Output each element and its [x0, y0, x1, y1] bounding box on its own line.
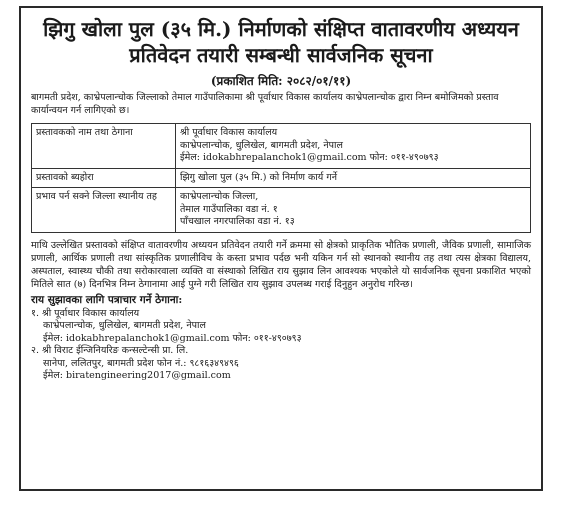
contact-name: २. श्री विराट ईन्जिनियरिङ कन्सल्टेन्सी प्रा. लि.	[31, 345, 189, 356]
value-line: काभ्रेपलान्चोक, धुलिखेल, बागमती प्रदेश, नेपाल	[180, 139, 343, 151]
public-notice	[19, 6, 543, 491]
contact-email: ईमेल: biratengineering2017@gmail.com	[43, 370, 231, 381]
contact-address: काभ्रेपलान्चोक, धुलिखेल, बागमती प्रदेश, नेपाल	[43, 320, 206, 331]
contact-email-phone: ईमेल: idokabhrepalanchok1@gmail.com फोन: ०११-४९०७९३	[43, 332, 302, 344]
value-line: ईमेल: idokabhrepalanchok1@gmail.com फोन: ०११-४९०७९३	[180, 152, 439, 163]
notice-title	[31, 16, 531, 68]
row-value	[176, 168, 531, 188]
contacts-heading: राय सुझावका लागि पत्राचार गर्ने ठेगाना:	[31, 293, 183, 306]
row-value	[176, 124, 531, 169]
row-value	[176, 188, 531, 233]
title-line-2: प्रतिवेदन तयारी सम्बन्धी सार्वजनिक सूचना	[129, 43, 433, 67]
contact-block	[31, 345, 531, 383]
value-line: तेमाल गाउँपालिका वडा नं. १	[180, 203, 278, 215]
value-line: श्री पूर्वाधार विकास कार्यालय	[180, 127, 278, 138]
proposal-info-table	[31, 123, 531, 233]
contact-block	[31, 308, 531, 346]
value-line: पाँचखाल नगरपालिका वडा नं. १३	[180, 216, 295, 227]
table-row	[32, 168, 531, 188]
table-row	[32, 188, 531, 233]
intro-paragraph: बागमती प्रदेश, काभ्रेपलान्चोक जिल्लाको तेमाल गाउँपालिकामा श्री पूर्वाधार विकास कार्यालय काभ्रेपलान्चोक द्वारा निम्न बमोजिमको प्रस्ताव कार्यान्वयन गर्न लागिएको छ।	[31, 92, 499, 116]
value-line: झिगु खोला पुल (३५ मि.) को निर्माण कार्य गर्ने	[180, 171, 337, 183]
published-date: (प्रकाशित मिति: २०८२/०१/११)	[210, 74, 352, 88]
row-key: प्रभाव पर्न सक्ने जिल्ला स्थानीय तह	[32, 188, 176, 233]
title-line-1: झिगु खोला पुल (३५ मि.) निर्माणको संक्षिप्त वातावरणीय अध्ययन	[43, 17, 519, 41]
value-line: काभ्रेपलान्चोक जिल्ला,	[180, 191, 259, 202]
contact-name: १. श्री पूर्वाधार विकास कार्यालय	[31, 307, 140, 319]
contact-address: सानेपा, ललितपुर, बागमती प्रदेश फोन नं.: ९८१६३४९४९६	[43, 357, 239, 369]
body-paragraph: माथि उल्लेखित प्रस्तावको संक्षिप्त वातावरणीय अध्ययन प्रतिवेदन तयारी गर्ने क्रममा सो क्षेत्रको प्राकृतिक भौतिक प्रणाली, जैविक प्रणाली, सामाजिक प्रणाली, आर्थिक प्रणाली तथा सांस्कृतिक प्रणालीविच के कस्ता प्रभाव पर्दछ भनी यकिन गर्न सो स्थानको स्थानीय तह तथा त्यस क्षेत्रका विद्यालय, अस्पताल, स्वास्थ्य चौकी तथा सरोकारवाला व्यक्ति वा संस्थाको लिखित राय सुझाव लिन आवश्यक भएकोले यो सार्वजनिक सूचना प्रकाशित भएको मितिले सात (७) दिनभित्र निम्न ठेगानामा आई पुग्ने गरी लिखित राय सुझाव उपलब्ध गराई दिनुहुन अनुरोध गरिन्छ।	[31, 239, 531, 290]
row-key: प्रस्तावको ब्यहोरा	[32, 168, 176, 188]
table-row	[32, 124, 531, 169]
row-key: प्रस्तावकको नाम तथा ठेगाना	[32, 124, 176, 169]
